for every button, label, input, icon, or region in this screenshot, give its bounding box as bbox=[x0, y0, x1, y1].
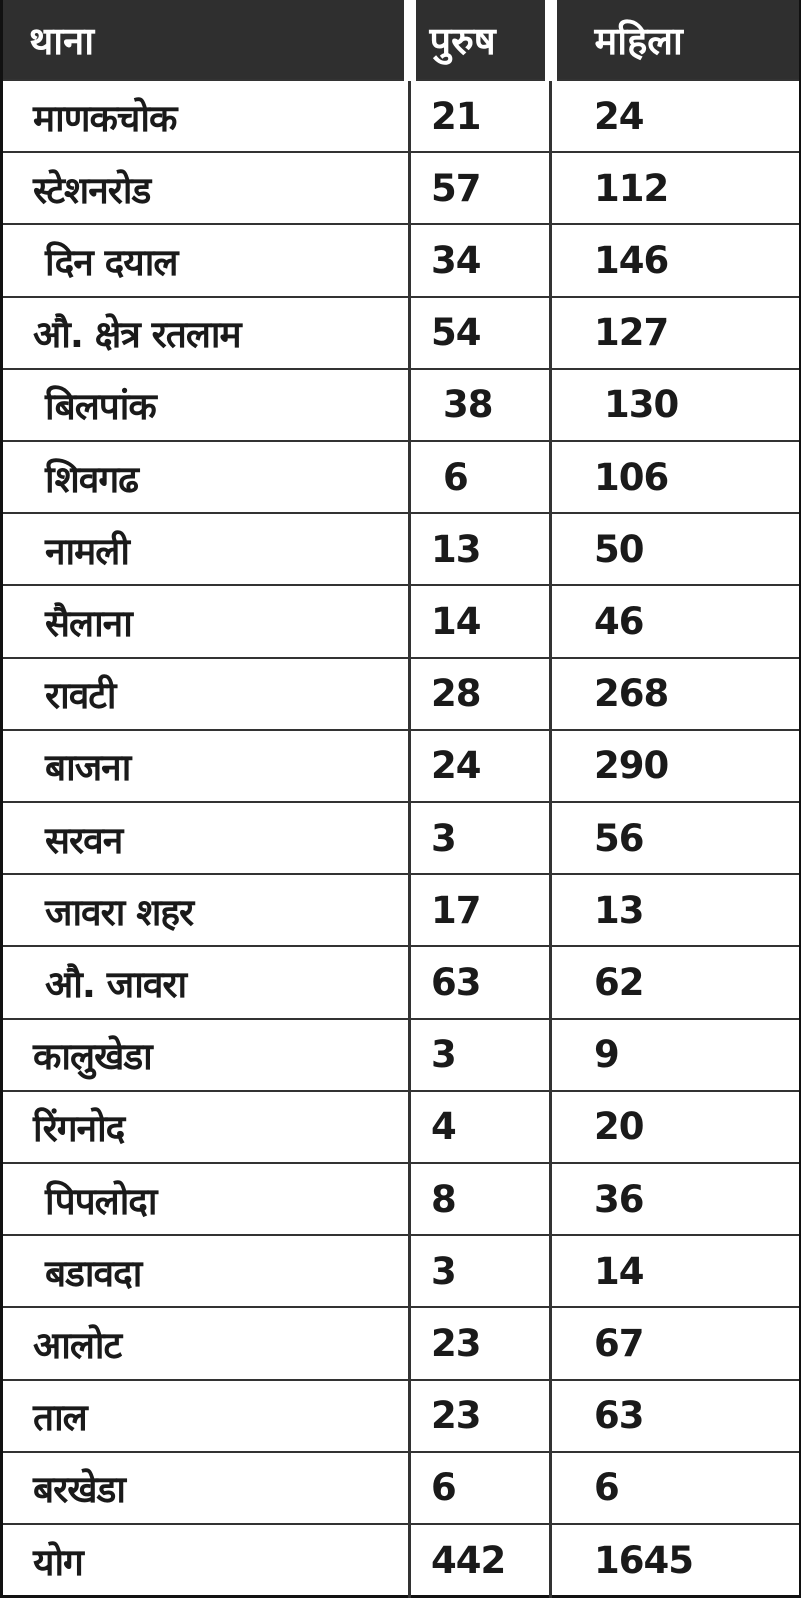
table-row bbox=[2, 152, 801, 224]
female-count: 1645 bbox=[551, 1524, 801, 1596]
table-row bbox=[2, 1019, 801, 1091]
female-count: 50 bbox=[551, 513, 801, 585]
table-row bbox=[2, 585, 801, 657]
table-row bbox=[2, 1452, 801, 1524]
table-row bbox=[2, 1235, 801, 1307]
station-name: बाजना bbox=[2, 730, 410, 802]
female-count: 14 bbox=[551, 1235, 801, 1307]
female-count: 13 bbox=[551, 874, 801, 946]
female-count: 9 bbox=[551, 1019, 801, 1091]
table-row bbox=[2, 224, 801, 296]
table-row bbox=[2, 80, 801, 152]
table-row bbox=[2, 513, 801, 585]
female-count: 127 bbox=[551, 297, 801, 369]
station-name: रिंगनोद bbox=[2, 1091, 410, 1163]
male-count: 3 bbox=[410, 802, 551, 874]
station-name: औ. क्षेत्र रतलाम bbox=[2, 297, 410, 369]
station-name: ताल bbox=[2, 1380, 410, 1452]
station-name: बडावदा bbox=[2, 1235, 410, 1307]
female-count: 24 bbox=[551, 80, 801, 152]
table-row bbox=[2, 441, 801, 513]
female-count: 106 bbox=[551, 441, 801, 513]
male-count: 8 bbox=[410, 1163, 551, 1235]
station-name: सैलाना bbox=[2, 585, 410, 657]
station-name: योग bbox=[2, 1524, 410, 1596]
table-row bbox=[2, 297, 801, 369]
station-name: दिन दयाल bbox=[2, 224, 410, 296]
table-row bbox=[2, 874, 801, 946]
station-name: बिलपांक bbox=[2, 369, 410, 441]
header-male: पुरुष bbox=[410, 0, 551, 80]
table-body bbox=[2, 80, 801, 1597]
female-count: 46 bbox=[551, 585, 801, 657]
male-count: 24 bbox=[410, 730, 551, 802]
female-count: 290 bbox=[551, 730, 801, 802]
female-count: 20 bbox=[551, 1091, 801, 1163]
female-count: 268 bbox=[551, 658, 801, 730]
station-name: जावरा शहर bbox=[2, 874, 410, 946]
table-row bbox=[2, 1163, 801, 1235]
table-row bbox=[2, 658, 801, 730]
station-name: सरवन bbox=[2, 802, 410, 874]
male-count: 28 bbox=[410, 658, 551, 730]
table-row bbox=[2, 1307, 801, 1379]
male-count: 13 bbox=[410, 513, 551, 585]
female-count: 112 bbox=[551, 152, 801, 224]
station-name: स्टेशनरोड bbox=[2, 152, 410, 224]
male-count: 17 bbox=[410, 874, 551, 946]
station-name: रावटी bbox=[2, 658, 410, 730]
male-count: 57 bbox=[410, 152, 551, 224]
table-row bbox=[2, 369, 801, 441]
station-name: नामली bbox=[2, 513, 410, 585]
female-count: 63 bbox=[551, 1380, 801, 1452]
male-count: 3 bbox=[410, 1019, 551, 1091]
male-count: 23 bbox=[410, 1380, 551, 1452]
female-count: 146 bbox=[551, 224, 801, 296]
female-count: 6 bbox=[551, 1452, 801, 1524]
female-count: 67 bbox=[551, 1307, 801, 1379]
male-count: 14 bbox=[410, 585, 551, 657]
female-count: 130 bbox=[551, 369, 801, 441]
table-row bbox=[2, 1380, 801, 1452]
male-count: 63 bbox=[410, 946, 551, 1018]
female-count: 36 bbox=[551, 1163, 801, 1235]
station-name: कालुखेडा bbox=[2, 1019, 410, 1091]
male-count: 6 bbox=[410, 1452, 551, 1524]
male-count: 38 bbox=[410, 369, 551, 441]
female-count: 56 bbox=[551, 802, 801, 874]
station-name: बरखेडा bbox=[2, 1452, 410, 1524]
female-count: 62 bbox=[551, 946, 801, 1018]
male-count: 3 bbox=[410, 1235, 551, 1307]
table-row bbox=[2, 802, 801, 874]
station-name: औ. जावरा bbox=[2, 946, 410, 1018]
station-name: शिवगढ bbox=[2, 441, 410, 513]
male-count: 4 bbox=[410, 1091, 551, 1163]
male-count: 6 bbox=[410, 441, 551, 513]
table-row bbox=[2, 1091, 801, 1163]
header-female: महिला bbox=[551, 0, 801, 80]
male-count: 23 bbox=[410, 1307, 551, 1379]
header-row bbox=[2, 0, 801, 80]
header-station: थाना bbox=[2, 0, 410, 80]
station-name: माणकचोक bbox=[2, 80, 410, 152]
male-count: 442 bbox=[410, 1524, 551, 1596]
table-row bbox=[2, 946, 801, 1018]
station-name: पिपलोदा bbox=[2, 1163, 410, 1235]
station-name: आलोट bbox=[2, 1307, 410, 1379]
male-count: 21 bbox=[410, 80, 551, 152]
male-count: 54 bbox=[410, 297, 551, 369]
total-row bbox=[2, 1524, 801, 1596]
male-count: 34 bbox=[410, 224, 551, 296]
table-row bbox=[2, 730, 801, 802]
